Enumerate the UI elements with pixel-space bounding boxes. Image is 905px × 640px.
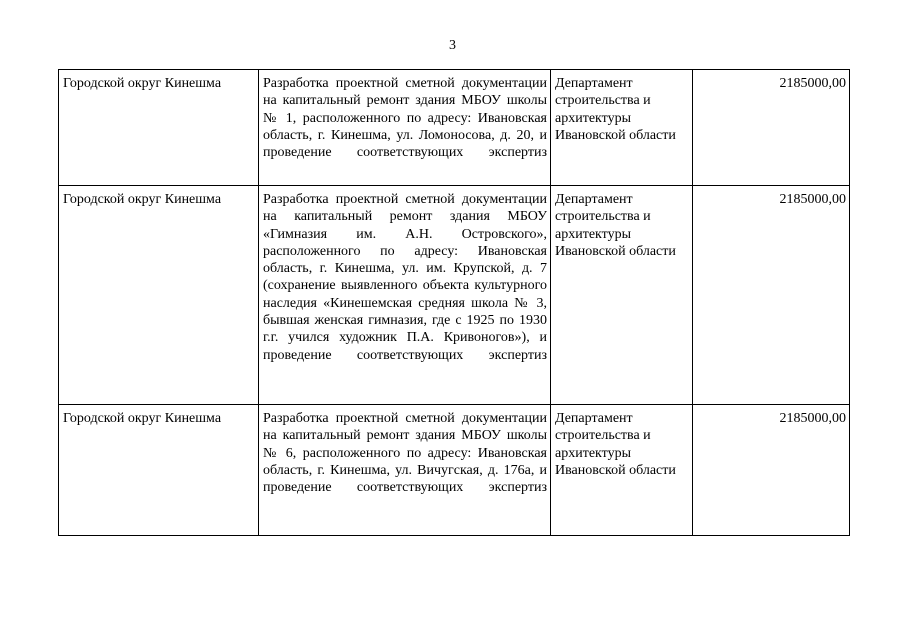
description-text: Разработка проектной сметной документации на капитальный ремонт здания МБОУ школы № 1, расположенного по адресу: Ивановская область, г. Кинешма, ул. Ломоносова, д. 20, и проведение соответствующих экспертиз: [263, 76, 547, 161]
table-row: [59, 405, 850, 536]
municipality-cell: Городской округ Кинешма: [59, 405, 259, 536]
municipality-cell: Городской округ Кинешма: [59, 70, 259, 186]
department-cell: Департамент строительства и архитектуры Ивановской области: [551, 70, 693, 186]
municipality-cell: Городской округ Кинешма: [59, 186, 259, 405]
funding-table: [58, 69, 850, 536]
page-number: 3: [449, 38, 456, 53]
amount-cell: 2185000,00: [693, 405, 850, 536]
description-cell: [259, 186, 551, 405]
department-cell: Департамент строительства и архитектуры Ивановской области: [551, 186, 693, 405]
amount-cell: 2185000,00: [693, 70, 850, 186]
description-cell: [259, 70, 551, 186]
amount-cell: 2185000,00: [693, 186, 850, 405]
table-row: [59, 70, 850, 186]
description-text: Разработка проектной сметной документации на капитальный ремонт здания МБОУ «Гимназия им. А.Н. Островского», расположенного по адресу: Ивановская область, г. Кинешма, ул. им. Крупской, д. 7 (сохранение выявленного объекта культурного наследия «Кинешемская средняя школа № 3, бывшая женская гимназия, где с 1925 по 1930 г.г. учился художник П.А. Кривоногов»), и проведение соответствующих экспертиз: [263, 192, 547, 363]
table-row: [59, 186, 850, 405]
department-cell: Департамент строительства и архитектуры Ивановской области: [551, 405, 693, 536]
description-text: Разработка проектной сметной документации на капитальный ремонт здания МБОУ школы № 6, расположенного по адресу: Ивановская область, г. Кинешма, ул. Вичугская, д. 176а, и проведение соответствующих экспертиз: [263, 411, 547, 496]
description-cell: [259, 405, 551, 536]
